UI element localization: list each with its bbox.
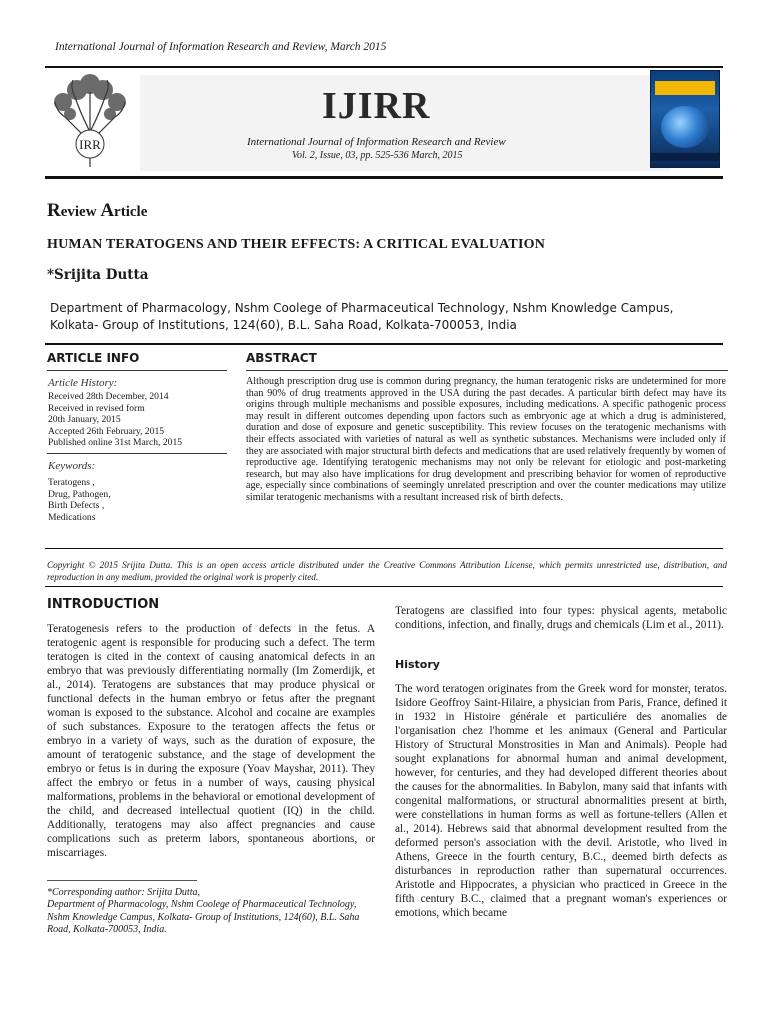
keyword-item: Birth Defects , bbox=[48, 500, 105, 511]
journal-masthead bbox=[45, 70, 723, 176]
article-info-heading: ARTICLE INFO bbox=[47, 351, 140, 365]
footnote-rule bbox=[47, 880, 197, 881]
header-rule-top bbox=[45, 66, 723, 68]
author-affiliation: Department of Pharmacology, Nshm Coolege of Pharmaceutical Technology, Nshm Knowledge Campus, Kolkata- Group of Institutions, 124(60), B.L. Saha Road, Kolkata-700053, India bbox=[50, 301, 674, 332]
copyright-rule-top bbox=[45, 548, 723, 549]
keywords-list bbox=[48, 477, 228, 523]
history-published: Published online 31st March, 2015 bbox=[48, 437, 183, 448]
introduction-text: Teratogenesis refers to the production of defects in the fetus. A teratogenic agent is responsible for producing such a defect. The term teratogen is cited in the context of causing anatomical defects in an embryo that was previously differentiating normally (Im Zomerdijk, et al., 2014). Teratogens are substances that may produce physical or functional defects in the human embryo or fetus after the pregnant woman is exposed to the substance. Alcohol and cocaine are examples of such substances. Exposure to the teratogen affects the fetus or embryo in a variety of ways, such as the duration of exposure, the amount of teratogenic substance, and the stage of development the embryo or fetus is in during the exposure (Yoav Mayshar, 2011). They affect the embryo or fetus in a number of ways, causing physical malformations, problems in the behavioral or emotional development of the child, and decreased intellectual quotient (IQ) in the child. Additionally, teratogens may also affect pregnancies and cause complications such as preterm labors, spontaneous abortions, or miscarriages. bbox=[47, 623, 375, 859]
abstract-heading: ABSTRACT bbox=[246, 351, 317, 365]
history-revised-date: 20th January, 2015 bbox=[48, 414, 121, 425]
abstract-text: Although prescription drug use is common during pregnancy, the human teratogenic risks are undetermined for more than 90% of drug treatments approved in the USA during the past decades. A particular birth defect may have its origins through multiple mechanisms and possible exposures, including medications. A specific pathogenic process may result in different outcomes depending upon factors such as embryonic age at which a drug is administered, duration and dose of exposure and genetic susceptibility. This review focuses on the teratogenic mechanisms with their effects associated with varieties of natural as well as synthetic substances. Mechanisms were included only if they are associated with major structural birth defects and medications that are used relatively frequently by women of reproductive age. Identifying teratogenic mechanisms may not only be relevant for etiologic and post-marketing research, but may also have implications for drug development and prescribing behavior for women of reproductive age, especially since combinations of seemingly unrelated prescription and over the counter medications may utilize similar teratogenic mechanisms with a resultant increased risk of birth defects. bbox=[246, 376, 726, 503]
history-received: Received 28th December, 2014 bbox=[48, 391, 169, 402]
article-title: HUMAN TERATOGENS AND THEIR EFFECTS: A CRITICAL EVALUATION bbox=[47, 237, 546, 252]
journal-full-name: International Journal of Information Research and Review bbox=[247, 136, 506, 148]
journal-abbreviation: IJIRR bbox=[322, 85, 431, 127]
teratogen-types-text: Teratogens are classified into four types: physical agents, metabolic conditions, infection, and finally, drugs and chemicals (Lim et al., 2011). bbox=[395, 605, 727, 631]
header-rule-bottom bbox=[45, 176, 723, 179]
running-head: International Journal of Information Research and Review, March 2015 bbox=[55, 41, 387, 53]
copyright-notice: Copyright © 2015 Srijita Dutta. This is an open access article distributed under the Creative Commons Attribution License, which permits unrestricted use, distribution, and reproduction in any medium, provided the original work is properly cited. bbox=[47, 560, 727, 582]
info-rule-top bbox=[45, 343, 723, 345]
history-text: The word teratogen originates from the Greek word for monster, teratos. Isidore Geoffroy Saint-Hilaire, a physician from Paris, France, defined it in 1932 in Histoire générale et particuliére des anomalies de l'organisation chez l'homme et les animaux (General and Particular History of Structural Monstrosities in Man and Animals). People had sought explanations for abnormal human and animal development, however, for centuries, and they had developed different theories about the causes for the abnormalities. In Babylon, many said that infants with congenital malformations, or structural abnormalities present at birth, were constellations in human forms as well as fortune-tellers (Allen et al., 2014). Hebrews said that abnormal development resulted from the deformed person's association with the devil. Aristotle, who lived in Athens, Greece in the fourth century, B.C., deemed birth defects as disturbances in reproduction rather than supernatural occurrences. Aristotle and Hippocrates, a physician who practiced in Greece in the fifth century B.C., claimed that a pregnant woman's experiences or emotions, which became bbox=[395, 683, 727, 919]
journal-cover-image bbox=[650, 70, 720, 168]
history-revised-label: Received in revised form bbox=[48, 402, 145, 414]
abstract-rule bbox=[246, 370, 728, 371]
journal-logo-tree bbox=[45, 72, 135, 172]
journal-volume-line: Vol. 2, Issue, 03, pp. 525-536 March, 2015 bbox=[292, 150, 463, 161]
keywords-label: Keywords: bbox=[48, 460, 96, 472]
keywords-rule bbox=[47, 453, 227, 454]
history-accepted: Accepted 26th February, 2015 bbox=[48, 425, 165, 437]
article-history-list bbox=[48, 391, 228, 449]
info-rule-left bbox=[47, 370, 227, 371]
keyword-item: Medications bbox=[48, 511, 96, 523]
author-name: *Srijita Dutta bbox=[47, 267, 149, 283]
article-history-label: Article History: bbox=[48, 377, 118, 389]
article-type: Review Article bbox=[47, 200, 148, 221]
history-heading: History bbox=[395, 658, 440, 671]
svg-text:IRR: IRR bbox=[79, 137, 101, 152]
corresponding-author-footnote: *Corresponding author: Srijita Dutta, Department of Pharmacology, Nshm Coolege of Pharmaceutical Technology, Nshm Knowledge Campus, Kolkata- Group of Institutions, 124(60), B.L. Saha Road, Kolkata-700053, India. bbox=[47, 887, 360, 935]
keyword-item: Teratogens , bbox=[48, 477, 95, 488]
copyright-rule-bottom bbox=[45, 586, 723, 587]
introduction-heading: INTRODUCTION bbox=[47, 597, 160, 612]
keyword-item: Drug, Pathogen, bbox=[48, 488, 111, 500]
